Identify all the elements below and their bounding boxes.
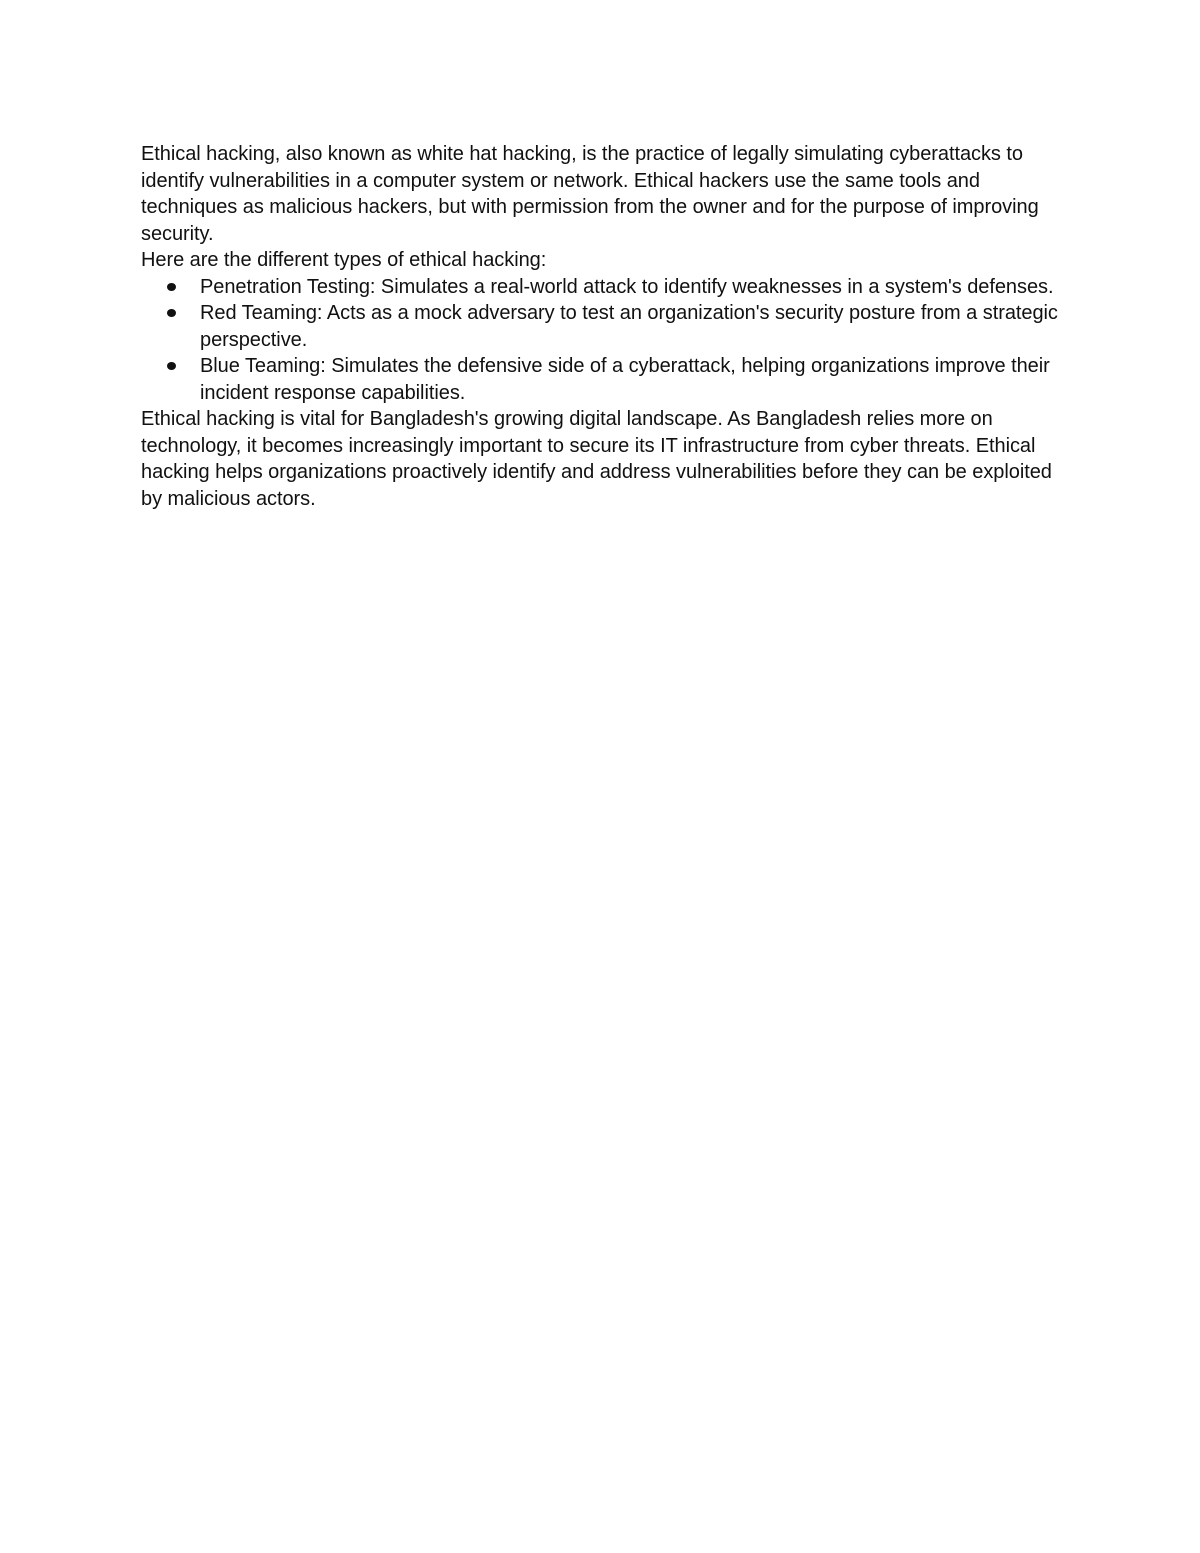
list-item-text: Red Teaming: Acts as a mock adversary to test an organization's security posture from a strategic perspective.: [200, 302, 1058, 351]
bullet-icon: [167, 283, 176, 291]
list-item: [141, 353, 1061, 406]
list-item: [141, 300, 1061, 353]
list-item-text: Blue Teaming: Simulates the defensive side of a cyberattack, helping organizations improve their incident response capabilities.: [200, 355, 1050, 404]
list-item-text: Penetration Testing: Simulates a real-world attack to identify weaknesses in a system's defenses.: [200, 275, 1054, 298]
bullet-icon: [167, 309, 176, 317]
bullet-icon: [167, 362, 176, 370]
document-body: [141, 141, 1061, 512]
types-heading: Here are the different types of ethical hacking:: [141, 249, 547, 271]
types-list: [141, 274, 1061, 407]
intro-paragraph: Ethical hacking, also known as white hat hacking, is the practice of legally simulating cyberattacks to identify vulnerabilities in a computer system or network. Ethical hackers use the same tools and techniques as malicious hackers, but with permission from the owner and for the purpose of improving security.: [141, 143, 1039, 245]
list-item: [141, 274, 1061, 301]
closing-paragraph: Ethical hacking is vital for Bangladesh's growing digital landscape. As Bangladesh relies more on technology, it becomes increasingly important to secure its IT infrastructure from cyber threats. Ethical hacking helps organizations proactively identify and address vulnerabilities before they can be exploited by malicious actors.: [141, 408, 1052, 510]
